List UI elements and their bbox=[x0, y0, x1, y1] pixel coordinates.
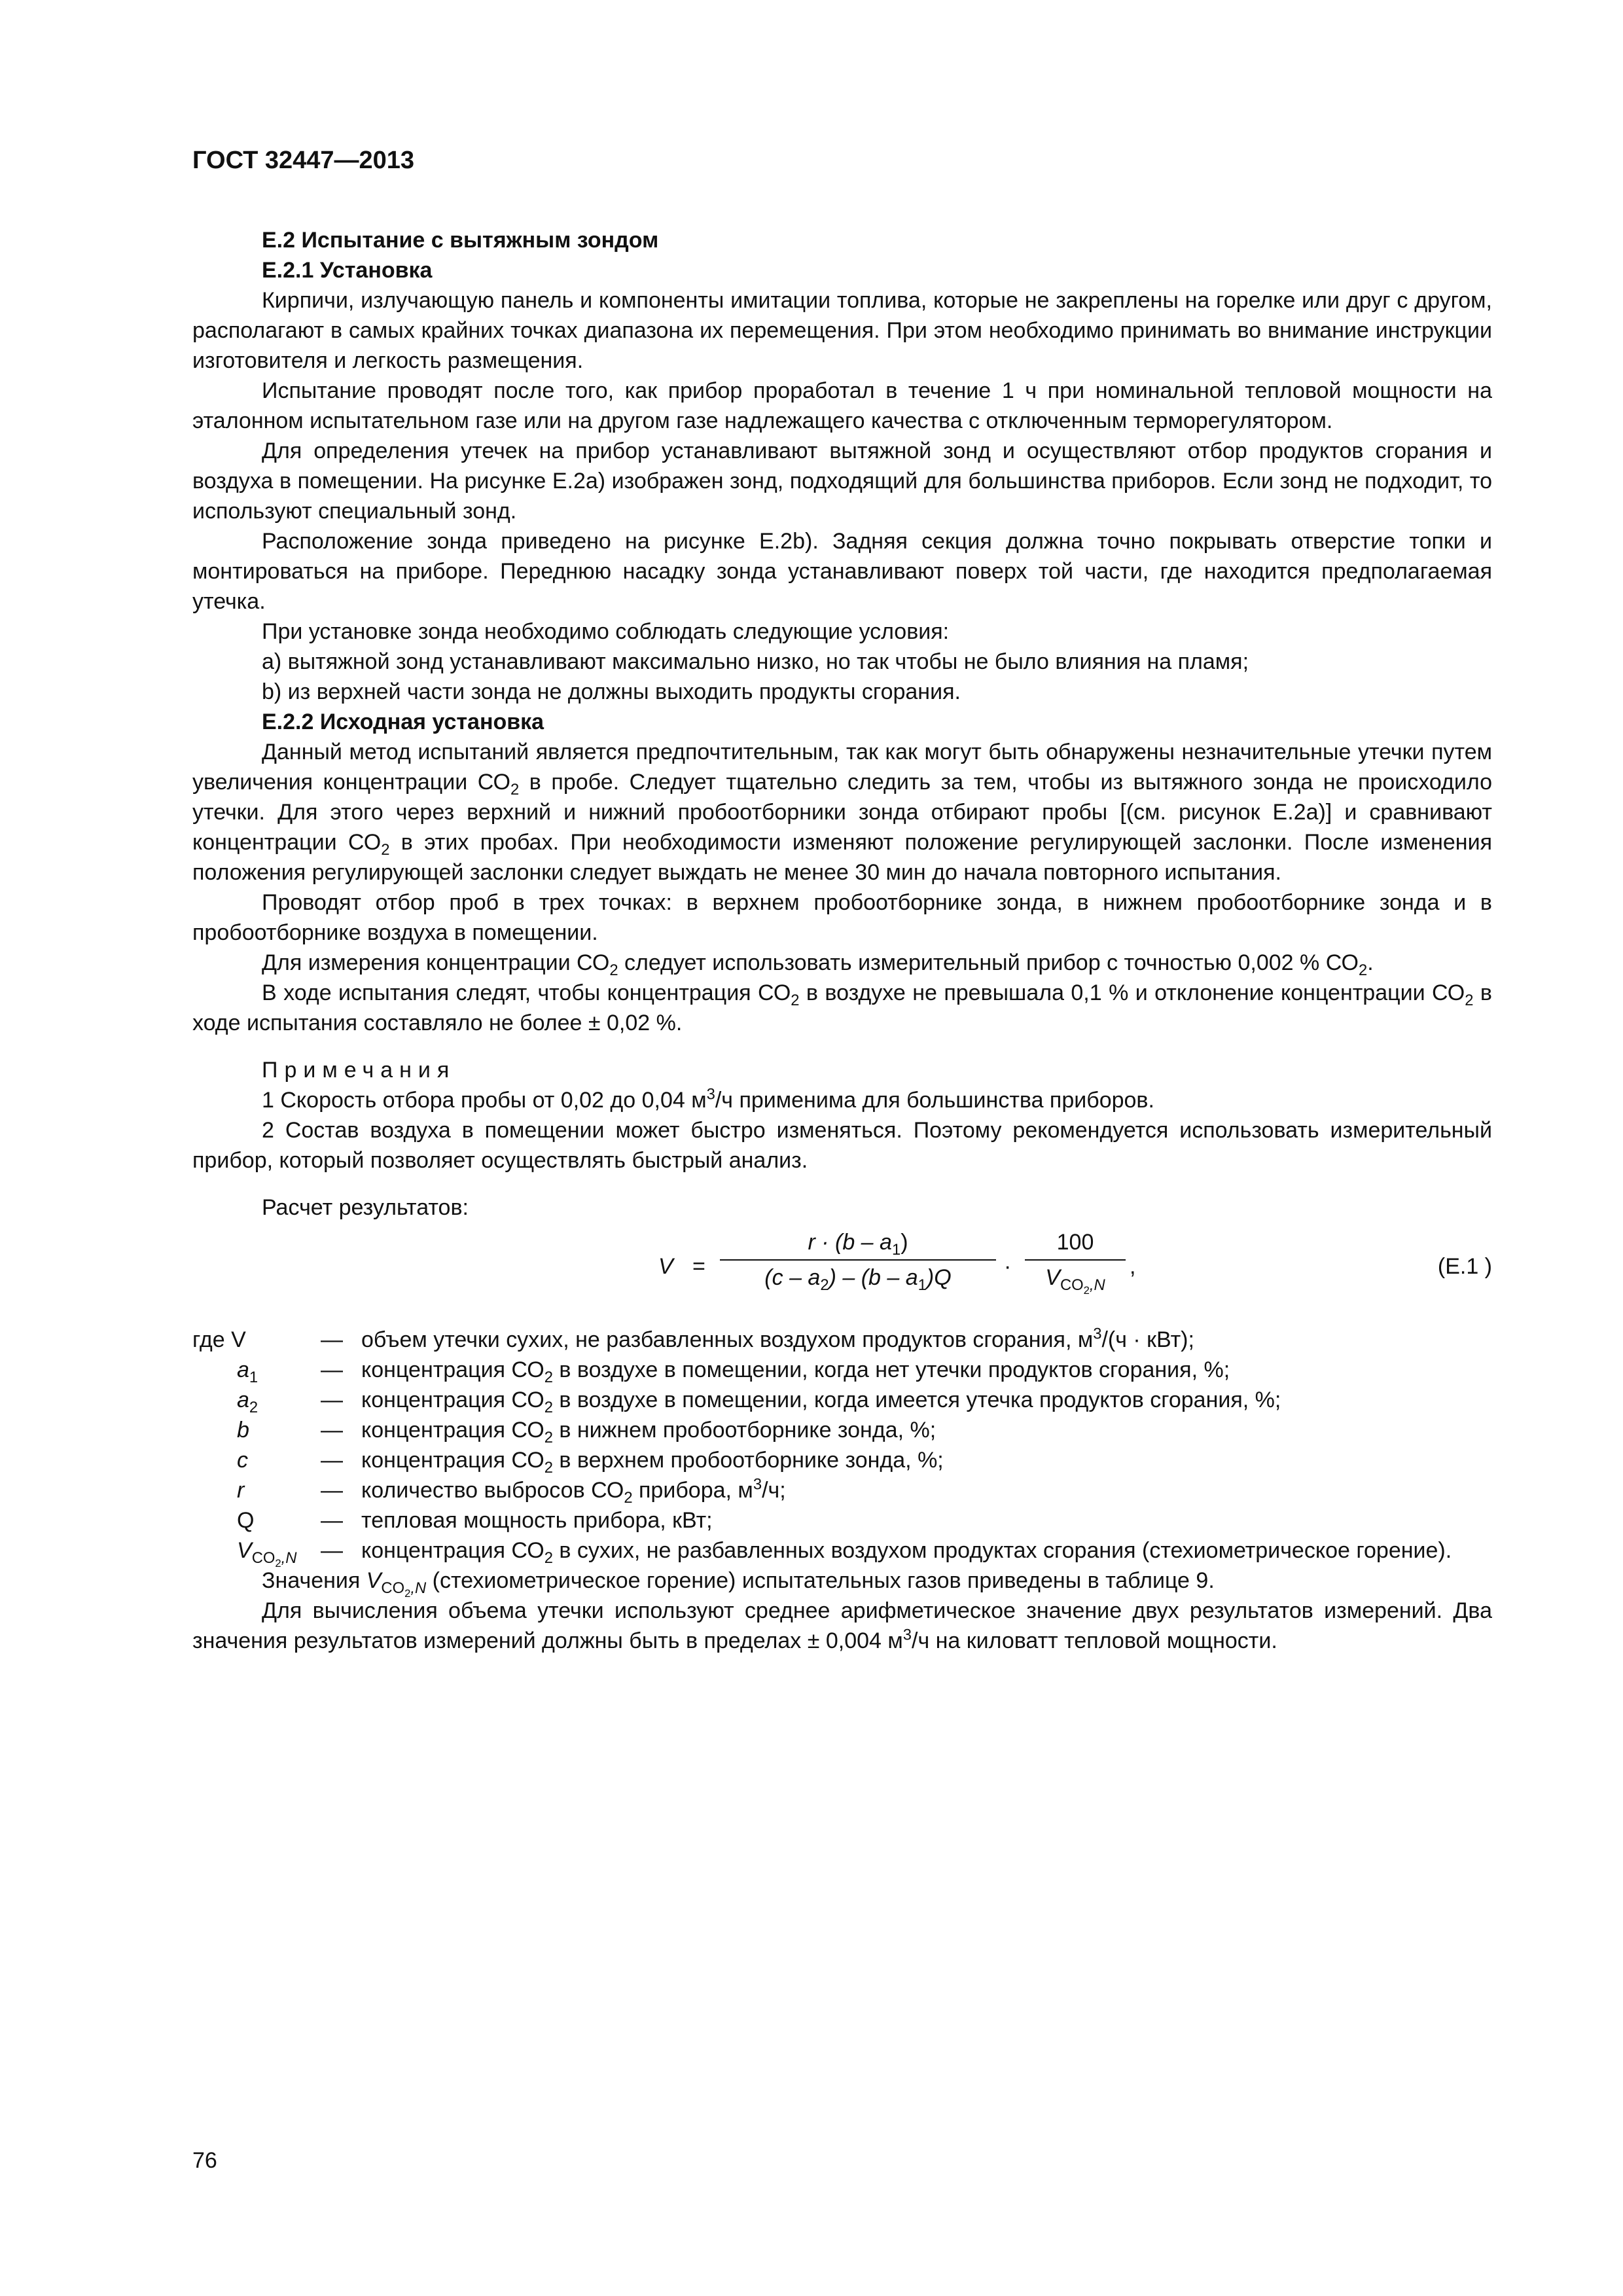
paragraph: В ходе испытания следят, чтобы концентрация $СО_2$ в воздухе не превышала 0,1 % и отклонение концентрации $СО_2$ в ходе испытания составляло не более ± 0,02 %. bbox=[192, 980, 1492, 1035]
formula-e1 bbox=[192, 1227, 1492, 1316]
fraction-numerator: 100 bbox=[1025, 1227, 1126, 1261]
list-item: а) вытяжной зонд устанавливают максимально низко, но так чтобы не было влияния на пламя; bbox=[262, 649, 1249, 674]
fraction-2 bbox=[1025, 1227, 1126, 1297]
fraction-denominator: $V_{CO_2,N}$ bbox=[1045, 1265, 1105, 1297]
paragraph: Данный метод испытаний является предпочтительным, так как могут быть обнаружены незначительные утечки путем увеличения концентрации $СО_2$ в пробе. Следует тщательно следить за тем, чтобы из вытяжного зонда не происходило утечки. Для этого через верхний и нижний пробоотборники зонда отбирают пробы [(см. рисунок Е.2а)] и сравнивают концентрации $СО_2$ в этих пробах. При необходимости изменяют положение регулирующей заслонки. После изменения положения регулирующей заслонки следует выждать не менее 30 мин до начала повторного испытания. bbox=[192, 740, 1492, 885]
definition-row: $V_{CO_2,N}$ — концентрация $СО_2$ в сухих, не разбавленных воздухом продуктах сгорания (стехиометрическое горение). bbox=[237, 1538, 1452, 1570]
note: 2 Состав воздуха в помещении может быстро изменяться. Поэтому рекомендуется использовать измерительный прибор, который позволяет осуществлять быстрый анализ. bbox=[192, 1118, 1492, 1173]
subsection-heading-initial-setup: Е.2.2 Исходная установка bbox=[262, 709, 544, 734]
definition-row: b — концентрация $СО_2$ в нижнем пробоотборнике зонда, %; bbox=[237, 1418, 936, 1446]
paragraph: Расчет результатов: bbox=[262, 1195, 469, 1220]
formula-multiply: · bbox=[1004, 1254, 1012, 1279]
notes-title: Примечания bbox=[262, 1058, 456, 1083]
definitions-list bbox=[192, 1325, 1492, 1570]
paragraph: Для вычисления объема утечки используют среднее арифметическое значение двух результатов измерений. Два значения результатов измерений должны быть в пределах ± 0,004 $м^3/ч$ на киловатт тепловой мощности. bbox=[192, 1598, 1492, 1653]
paragraph: Проводят отбор проб в трех точках: в верхнем пробоотборнике зонда, в нижнем пробоотборнике зонда и в пробоотборнике воздуха в помещении. bbox=[192, 890, 1492, 945]
paragraph: Расположение зонда приведено на рисунке Е.2b). Задняя секция должна точно покрывать отверстие топки и монтироваться на приборе. Переднюю насадку зонда устанавливают поверх той части, где находится предполагаемая утечка. bbox=[192, 529, 1492, 614]
page-number: 76 bbox=[192, 2148, 217, 2173]
paragraph: При установке зонда необходимо соблюдать следующие условия: bbox=[262, 619, 950, 644]
definition-row: $a_2$ — концентрация $СО_2$ в воздухе в помещении, когда имеется утечка продуктов сгорания, %; bbox=[237, 1388, 1281, 1416]
note: 1 Скорость отбора пробы от 0,02 до 0,04 $м^3/ч$ применима для большинства приборов. bbox=[262, 1085, 1154, 1113]
fraction-denominator: $(c - a_2) - (b - a_1)Q$ bbox=[764, 1265, 952, 1294]
document-header: ГОСТ 32447—2013 bbox=[192, 147, 415, 174]
paragraph: Для определения утечек на прибор устанавливают вытяжной зонд и осуществляют отбор продуктов сгорания и воздуха в помещении. На рисунке Е.2а) изображен зонд, подходящий для большинства приборов. Если зонд не подходит, то используют специальный зонд. bbox=[192, 439, 1492, 524]
definition-row: где V — объем утечки сухих, не разбавленных воздухом продуктов сгорания, $м^3/(ч \cdot кВт)$; bbox=[192, 1325, 1194, 1352]
paragraph: Кирпичи, излучающую панель и компоненты имитации топлива, которые не закреплены на горелке или друг с другом, располагают в самых крайних точках диапазона их перемещения. При этом необходимо принимать во внимание инструкции изготовителя и легкость размещения. bbox=[192, 288, 1492, 373]
subsection-heading-installation: Е.2.1 Установка bbox=[262, 258, 433, 283]
fraction-numerator: $r \cdot (b - a_1)$ bbox=[720, 1227, 996, 1261]
formula-comma: , bbox=[1130, 1254, 1136, 1279]
definition-row: $a_1$ — концентрация $СО_2$ в воздухе в помещении, когда нет утечки продуктов сгорания, %; bbox=[237, 1357, 1230, 1386]
formula-equals: = bbox=[692, 1254, 705, 1279]
definition-row: c — концентрация $СО_2$ в верхнем пробоотборнике зонда, %; bbox=[237, 1448, 944, 1477]
definition-row: Q — тепловая мощность прибора, кВт; bbox=[237, 1508, 713, 1533]
formula-lhs: V bbox=[658, 1254, 673, 1279]
formula-number: (Е.1 ) bbox=[1437, 1254, 1492, 1279]
section-heading: Е.2 Испытание с вытяжным зондом bbox=[262, 228, 659, 253]
document-body bbox=[192, 225, 1492, 1656]
paragraph: Значения $V_{CO_2,N}$ (стехиометрическое горение) испытательных газов приведены в таблице 9. bbox=[262, 1568, 1215, 1600]
paragraph: Испытание проводят после того, как прибор проработал в течение 1 ч при номинальной тепловой мощности на эталонном испытательном газе или на другом газе надлежащего качества с отключенным терморегулятором. bbox=[192, 378, 1492, 433]
paragraph: Для измерения концентрации $СО_2$ следует использовать измерительный прибор с точностью 0,002 % $СО_2$. bbox=[262, 950, 1374, 979]
list-item: b) из верхней части зонда не должны выходить продукты сгорания. bbox=[262, 679, 961, 704]
definition-row: r — количество выбросов $СО_2$ прибора, $м^3/ч$; bbox=[237, 1475, 786, 1507]
fraction-1 bbox=[720, 1227, 996, 1293]
